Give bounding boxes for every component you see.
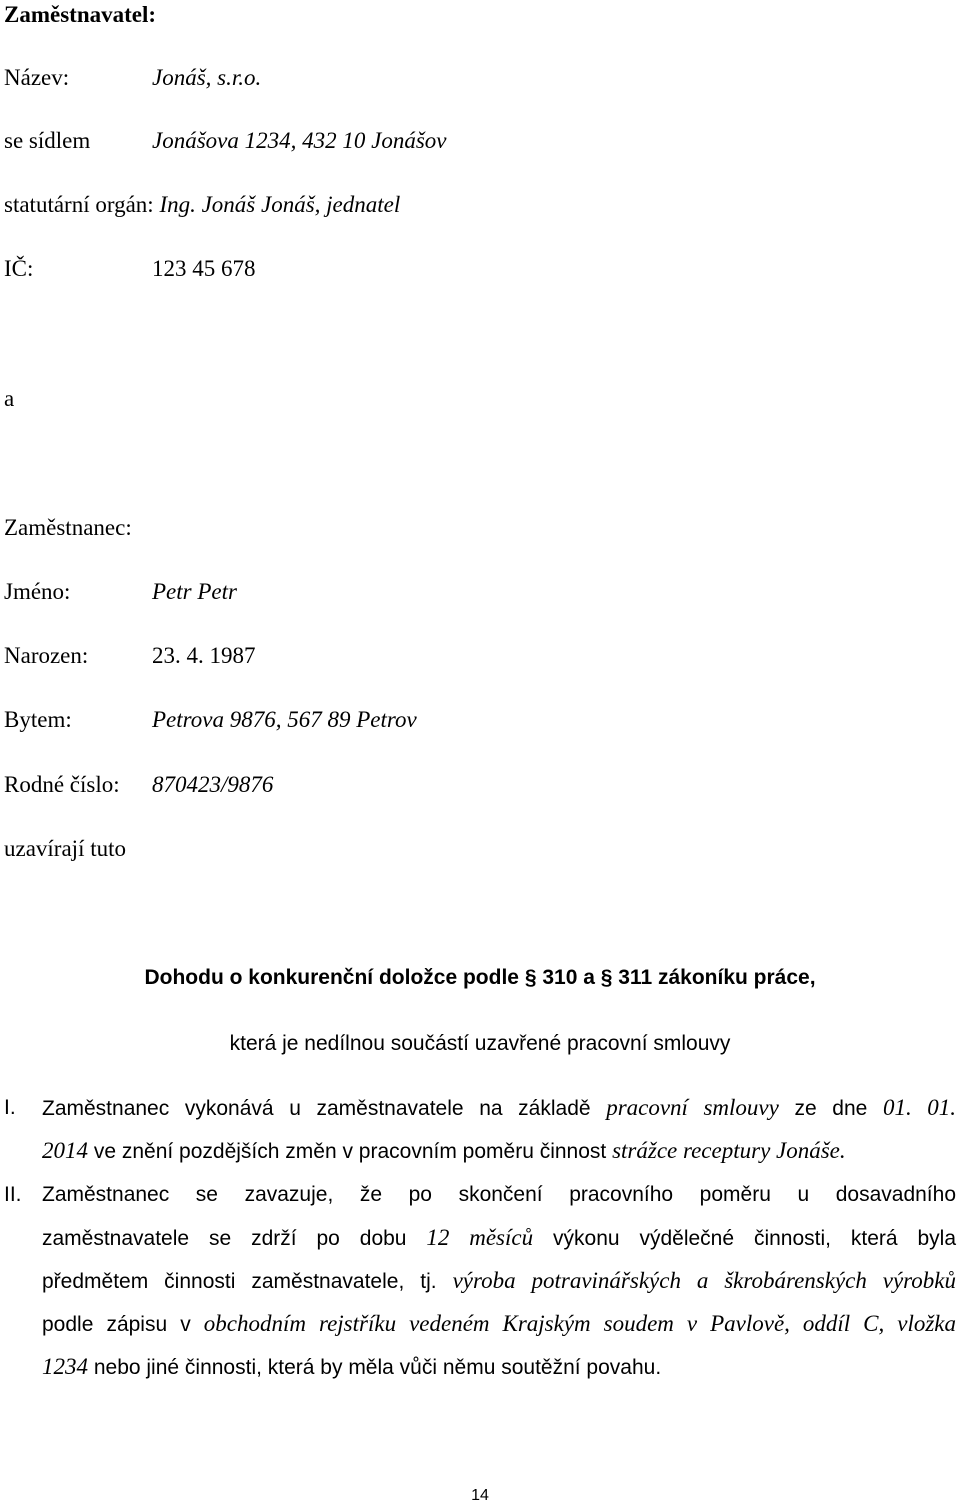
- article-2: [42, 1173, 956, 1388]
- text-run: ze dne: [778, 1097, 883, 1120]
- employer-name-value: Jonáš, s.r.o.: [152, 65, 262, 90]
- connector-text: a: [4, 386, 15, 411]
- employer-organ-label: statutární orgán:: [4, 192, 154, 217]
- employee-birthnum-value: 870423/9876: [152, 772, 274, 797]
- employer-ic-value: 123 45 678: [152, 256, 256, 281]
- article-2-line-3: [42, 1259, 956, 1302]
- text-run: výkonu výdělečné činnosti, která byla: [533, 1227, 957, 1250]
- text-run: předmětem činnosti zaměstnavatele, tj.: [42, 1270, 453, 1293]
- text-run: nebo jiné činnosti, která by měla vůči němu soutěžní povahu.: [88, 1356, 662, 1379]
- employee-name-label: Jméno:: [4, 579, 71, 604]
- employer-seat-value: Jonášova 1234, 432 10 Jonášov: [152, 128, 447, 153]
- document-title: [0, 966, 960, 990]
- article-2-line-1: [42, 1173, 956, 1216]
- section-sign-2: §: [600, 966, 613, 989]
- section-sign-1: §: [524, 966, 537, 989]
- employer-ic-label: IČ:: [4, 256, 34, 281]
- text-run-italic: pracovní smlouvy: [606, 1095, 779, 1120]
- employee-residence-label: Bytem:: [4, 707, 72, 732]
- employee-residence-value: Petrova 9876, 567 89 Petrov: [152, 707, 417, 732]
- article-2-number: II.: [4, 1183, 22, 1206]
- text-run: zaměstnavatele se zdrží po dobu: [42, 1227, 427, 1250]
- article-2-line-4: [42, 1302, 956, 1345]
- article-1-line-1: [42, 1086, 956, 1129]
- employee-born-label: Narozen:: [4, 643, 89, 668]
- text-run-italic: 1234: [42, 1354, 88, 1379]
- text-run: ve znění pozdějších změn v pracovním poměru činnost: [88, 1140, 613, 1163]
- article-2-line-2: [42, 1216, 956, 1259]
- employer-organ-row: [4, 192, 400, 218]
- employee-born-value: 23. 4. 1987: [152, 643, 256, 668]
- text-run-italic: 12 měsíců: [426, 1225, 534, 1250]
- employee-birthnum-label: Rodné číslo:: [4, 772, 120, 797]
- page-number: 14: [471, 1487, 489, 1504]
- text-run-italic: 01. 01.: [882, 1095, 956, 1120]
- article-2-line-5: [42, 1345, 956, 1388]
- employee-name-value: Petr Petr: [152, 579, 237, 604]
- employee-heading: Zaměstnanec:: [4, 515, 132, 540]
- text-run: Zaměstnanec vykonává u zaměstnavatele na základě: [42, 1097, 607, 1120]
- employer-organ-value: Ing. Jonáš Jonáš, jednatel: [159, 192, 401, 217]
- text-run-italic: obchodním rejstříku vedeném Krajským soudem v Pavlově, oddíl C, vložka: [203, 1311, 956, 1336]
- document-subtitle: která je nedílnou součástí uzavřené pracovní smlouvy: [229, 1032, 731, 1055]
- text-run-italic: strážce receptury Jonáše.: [612, 1138, 846, 1163]
- title-number-2: 311 zákoníku práce,: [612, 966, 816, 989]
- text-run: Zaměstnanec se zavazuje, že po skončení pracovního poměru u dosavadního: [42, 1183, 956, 1206]
- title-prefix: Dohodu o konkurenční doložce podle: [144, 966, 525, 989]
- employer-heading: Zaměstnavatel:: [4, 2, 157, 27]
- article-1-line-2: [42, 1129, 956, 1172]
- closing-phrase: uzavírají tuto: [4, 836, 126, 861]
- employer-name-label: Název:: [4, 65, 70, 90]
- employer-seat-label: se sídlem: [4, 128, 91, 153]
- text-run: podle zápisu v: [42, 1313, 204, 1336]
- title-number-1: 310 a: [536, 966, 601, 989]
- article-1: [42, 1086, 956, 1172]
- text-run-italic: 2014: [42, 1138, 88, 1163]
- article-1-number: I.: [4, 1096, 16, 1119]
- text-run-italic: výroba potravinářských a škrobárenských výrobků: [452, 1268, 956, 1293]
